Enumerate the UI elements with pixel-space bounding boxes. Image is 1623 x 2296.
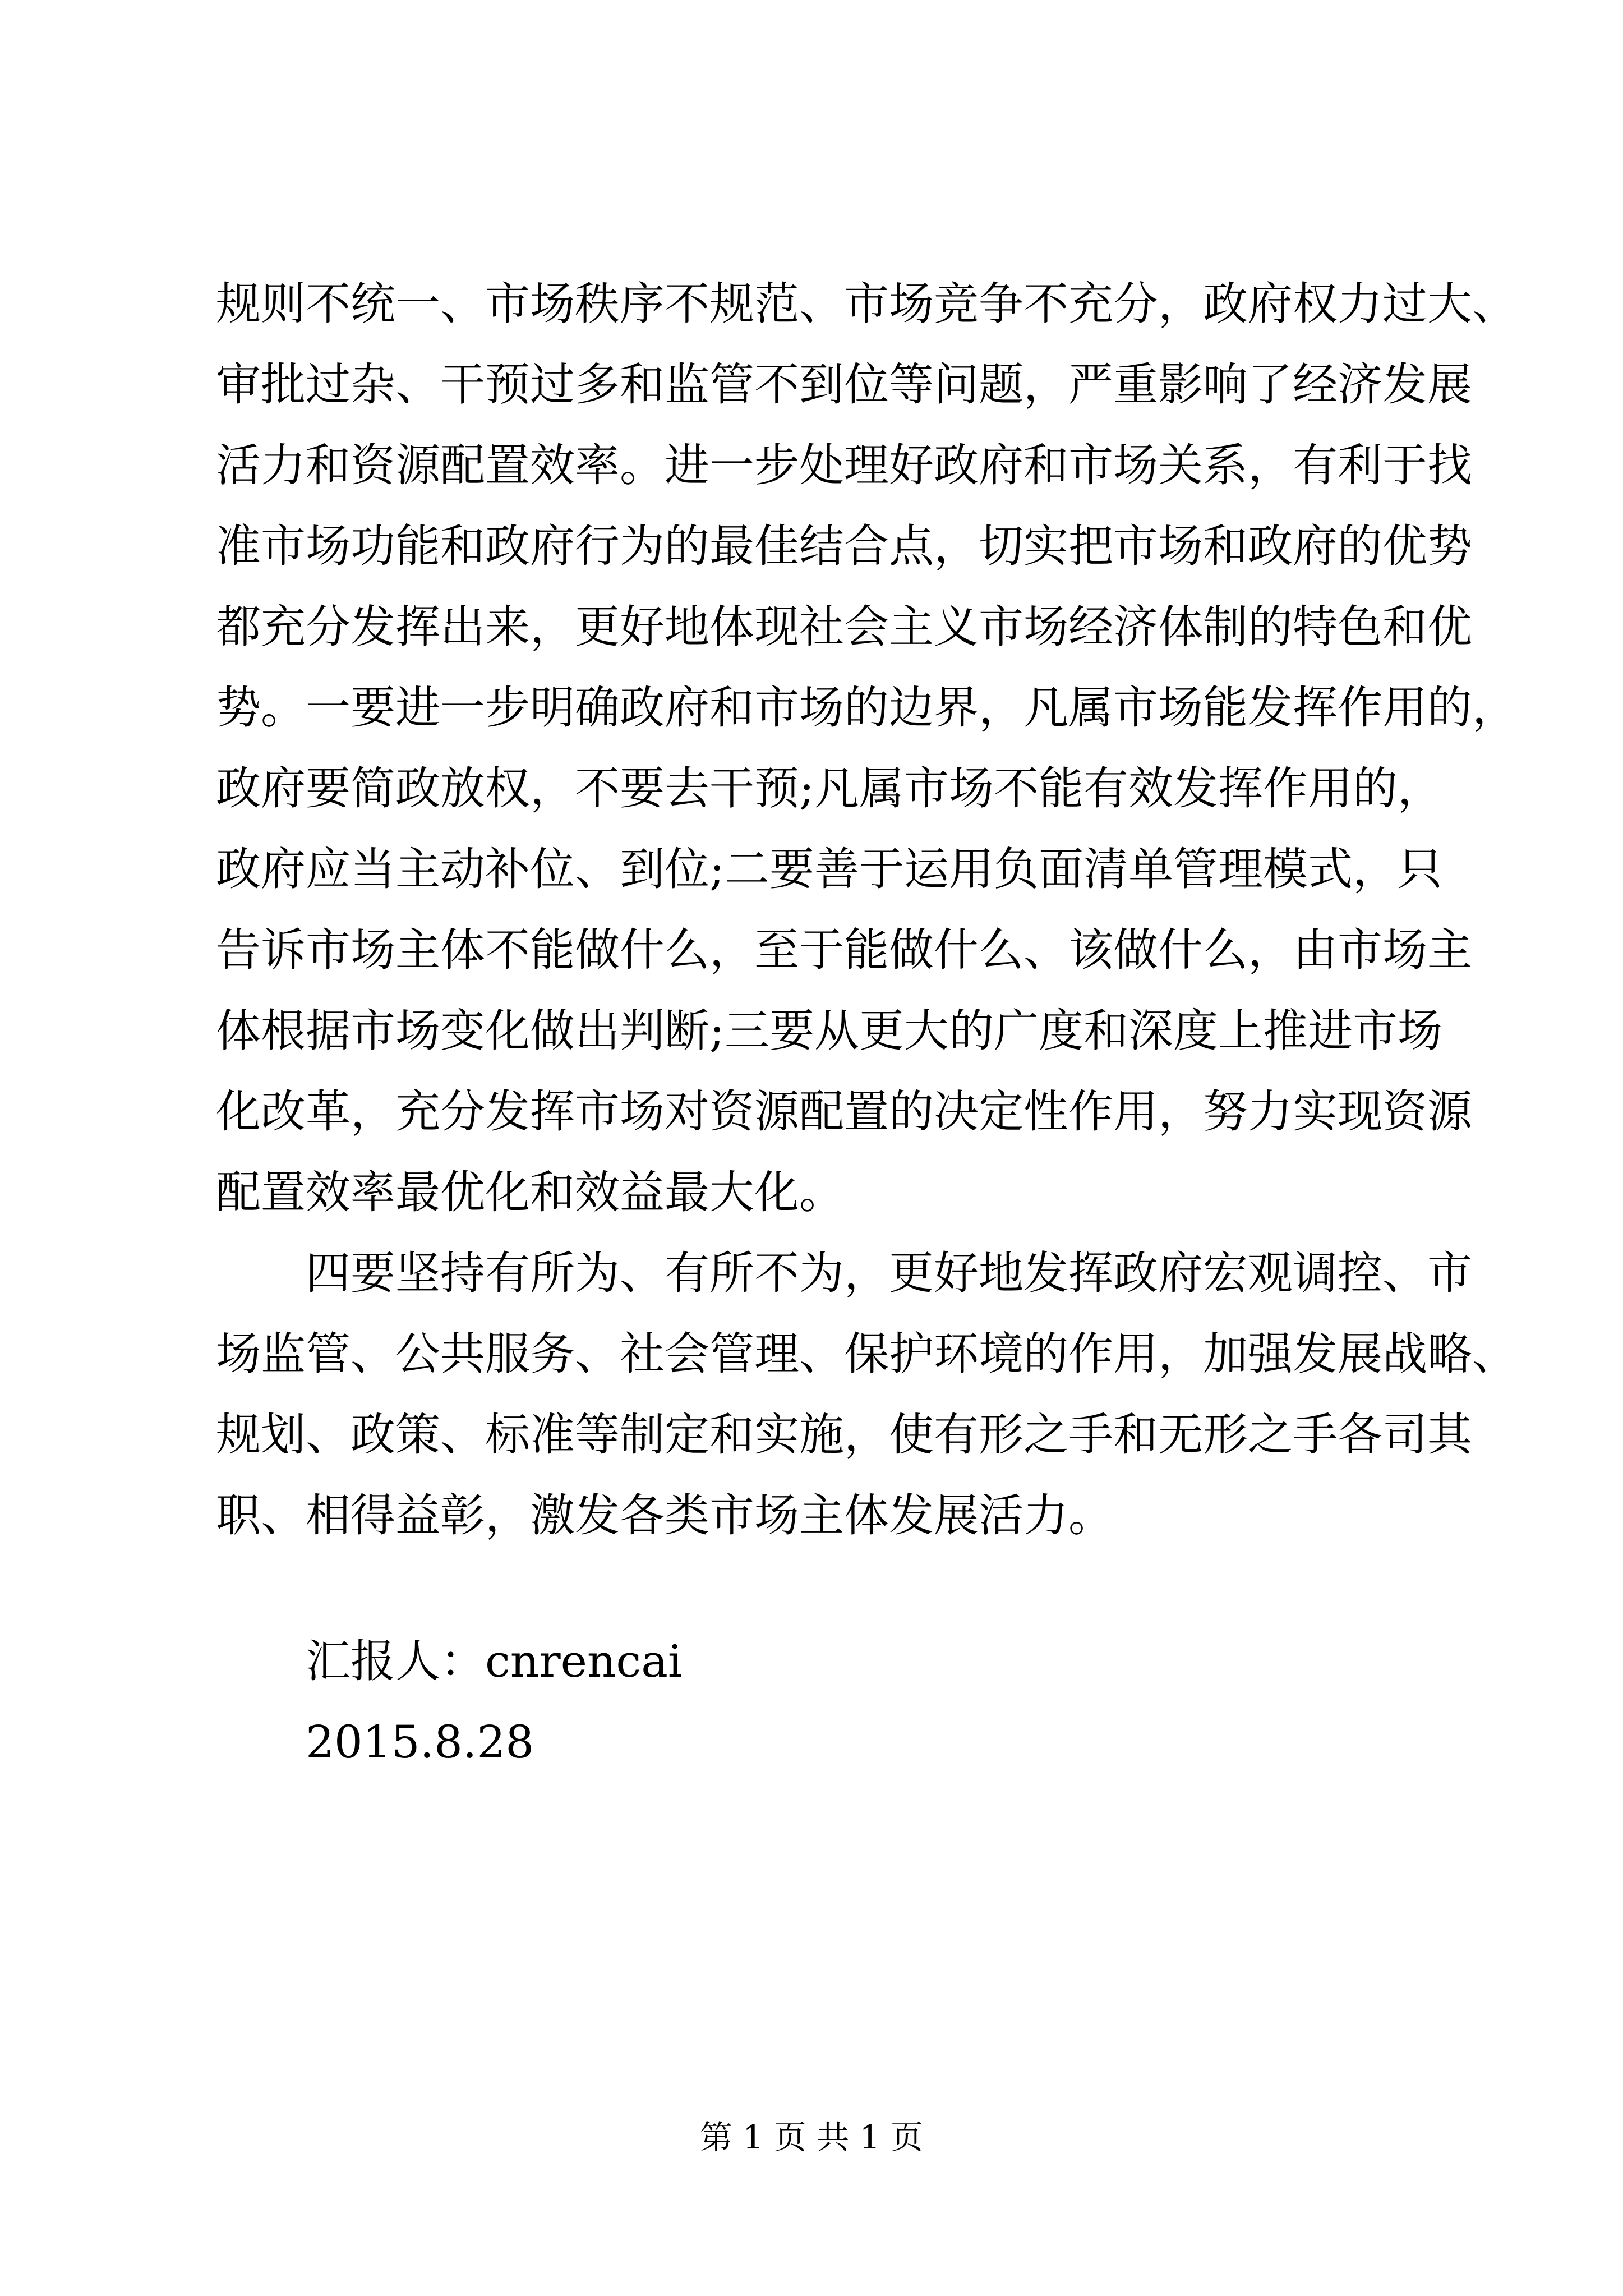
page-footer: 第 1 页 共 1 页 <box>700 2118 923 2156</box>
text-line: 势。一要进一步明确政府和市场的边界，凡属市场能发挥作用的， <box>216 682 1517 734</box>
date-line: 2015.8.28 <box>306 1716 534 1768</box>
text-line: 职、相得益彰，激发各类市场主体发展活力。 <box>216 1489 1113 1542</box>
text-line: 规则不统一、市场秩序不规范、市场竞争不充分，政府权力过大、 <box>216 278 1517 330</box>
signature-block <box>306 1621 1315 1783</box>
text-line: 体根据市场变化做出判断;三要从更大的广度和深度上推进市场 <box>216 1005 1442 1057</box>
text-line: 规划、政策、标准等制定和实施，使有形之手和无形之手各司其 <box>216 1409 1472 1461</box>
text-line: 都充分发挥出来，更好地体现社会主义市场经济体制的特色和优 <box>216 601 1472 653</box>
reporter-line: 汇报人：cnrencai <box>306 1635 683 1687</box>
text-line: 场监管、公共服务、社会管理、保护环境的作用，加强发展战略、 <box>216 1328 1517 1380</box>
text-line: 审批过杂、干预过多和监管不到位等问题，严重影响了经济发展 <box>216 358 1472 411</box>
paragraph-2 <box>216 1233 1517 1556</box>
text-line: 准市场功能和政府行为的最佳结合点，切实把市场和政府的优势 <box>216 520 1472 572</box>
text-line: 政府应当主动补位、到位;二要善于运用负面清单管理模式，只 <box>216 843 1442 895</box>
text-line: 政府要简政放权，不要去干预;凡属市场不能有效发挥作用的， <box>216 762 1442 815</box>
paragraph-1 <box>216 264 1517 1233</box>
text-line: 四要坚持有所为、有所不为，更好地发挥政府宏观调控、市 <box>306 1247 1472 1299</box>
document-body <box>216 264 1517 1556</box>
text-line: 活力和资源配置效率。进一步处理好政府和市场关系，有利于找 <box>216 439 1472 491</box>
text-line: 化改革，充分发挥市场对资源配置的决定性作用，努力实现资源 <box>216 1085 1472 1138</box>
text-line: 告诉市场主体不能做什么，至于能做什么、该做什么，由市场主 <box>216 924 1472 976</box>
text-line: 配置效率最优化和效益最大化。 <box>216 1166 844 1218</box>
